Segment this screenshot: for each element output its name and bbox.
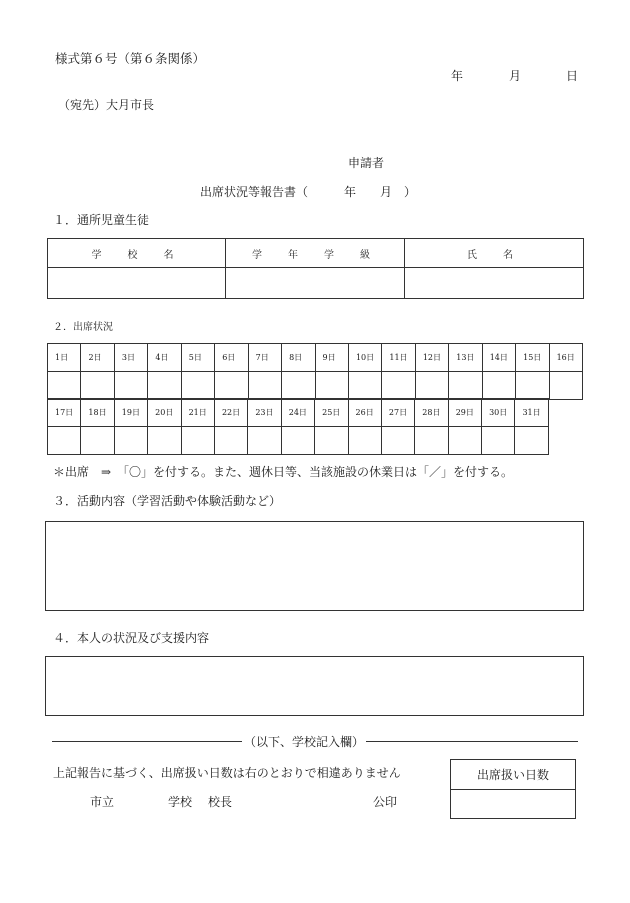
attendance-mark-cell[interactable]: [382, 372, 415, 400]
day-label: 10日: [348, 344, 381, 372]
attendance-days-box: [450, 759, 576, 819]
attendance-mark-cell[interactable]: [315, 372, 348, 400]
day-label: 13日: [449, 344, 482, 372]
section2-heading: ２．出席状況: [53, 322, 113, 333]
date-year-label: 年: [451, 69, 464, 83]
day-label: 8日: [282, 344, 315, 372]
attendance-mark-cell[interactable]: [248, 427, 281, 455]
school-name-cell[interactable]: [48, 268, 226, 299]
attendance-mark-cell[interactable]: [181, 427, 214, 455]
day-label: 17日: [48, 399, 81, 427]
document-title: 出席状況等報告書（ 年 月 ）: [200, 185, 417, 199]
attendance-mark-cell[interactable]: [282, 372, 315, 400]
attendance-mark-cell[interactable]: [516, 372, 549, 400]
attendance-mark-cell[interactable]: [248, 372, 281, 400]
attendance-mark-cell[interactable]: [448, 427, 481, 455]
attendance-mark-cell[interactable]: [482, 372, 515, 400]
city-label: 市立: [90, 795, 115, 809]
attendance-mark-cell[interactable]: [348, 372, 381, 400]
day-label: 30日: [482, 399, 515, 427]
addressee: （宛先）大月市長: [58, 98, 155, 112]
attendance-mark-cell[interactable]: [549, 372, 582, 400]
attendance-mark-cell[interactable]: [482, 427, 515, 455]
divider-line-right: [366, 741, 578, 742]
attendance-mark-cell[interactable]: [81, 427, 114, 455]
day-label: 6日: [215, 344, 248, 372]
divider-line-left: [52, 741, 242, 742]
official-seal-label: 公印: [373, 795, 398, 809]
grade-class-cell[interactable]: [226, 268, 405, 299]
day-label: 18日: [81, 399, 114, 427]
attendance-mark-cell[interactable]: [48, 427, 81, 455]
day-label: 29日: [448, 399, 481, 427]
attendance-table-1: [47, 343, 583, 400]
section4-heading: ４．本人の状況及び支援内容: [53, 631, 210, 645]
day-label: 12日: [415, 344, 448, 372]
attendance-mark-cell[interactable]: [114, 427, 147, 455]
day-label: 19日: [114, 399, 147, 427]
day-label: 4日: [148, 344, 181, 372]
school-statement: 上記報告に基づく、出席扱い日数は右のとおりで相違ありません: [53, 766, 401, 780]
section1-heading: １．通所児童生徒: [53, 213, 150, 227]
support-content-box[interactable]: [45, 656, 584, 716]
day-label: 16日: [549, 344, 582, 372]
attendance-mark-cell[interactable]: [381, 427, 414, 455]
attendance-days-value[interactable]: [451, 790, 576, 819]
day-label: 25日: [315, 399, 348, 427]
student-name-header: 氏 名: [405, 239, 584, 268]
attendance-mark-cell[interactable]: [81, 372, 114, 400]
attendance-days-label: 出席扱い日数: [451, 760, 576, 790]
day-label: 20日: [148, 399, 181, 427]
day-label: 7日: [248, 344, 281, 372]
day-label: 31日: [515, 399, 549, 427]
day-label: 22日: [214, 399, 247, 427]
day-label: 3日: [114, 344, 147, 372]
day-label: 28日: [415, 399, 448, 427]
attendance-mark-cell[interactable]: [181, 372, 214, 400]
attendance-mark-cell[interactable]: [415, 427, 448, 455]
section3-heading: ３．活動内容（学習活動や体験活動など）: [53, 494, 282, 508]
attendance-mark-cell[interactable]: [214, 427, 247, 455]
date-month-label: 月: [509, 69, 522, 83]
date-day-label: 日: [566, 69, 579, 83]
applicant-label: 申請者: [348, 156, 385, 170]
school-label: 学校: [168, 795, 193, 809]
grade-class-header: 学 年 学 級: [226, 239, 405, 268]
attendance-note: ＊出席 ⇒ 「〇」を付する。また、週休日等、当該施設の休業日は「／」を付する。: [53, 465, 514, 479]
form-number: 様式第６号（第６条関係）: [55, 51, 206, 66]
day-label: 26日: [348, 399, 381, 427]
attendance-mark-cell[interactable]: [148, 427, 181, 455]
day-label: 21日: [181, 399, 214, 427]
attendance-mark-cell[interactable]: [48, 372, 81, 400]
day-label: 15日: [516, 344, 549, 372]
student-info-table: [47, 238, 584, 299]
attendance-mark-cell[interactable]: [449, 372, 482, 400]
activity-content-box[interactable]: [45, 521, 584, 611]
attendance-table-2: [47, 398, 549, 455]
attendance-mark-cell[interactable]: [348, 427, 381, 455]
attendance-mark-cell[interactable]: [415, 372, 448, 400]
attendance-mark-cell[interactable]: [315, 427, 348, 455]
attendance-mark-cell[interactable]: [281, 427, 314, 455]
school-name-header: 学 校 名: [48, 239, 226, 268]
day-label: 24日: [281, 399, 314, 427]
day-label: 23日: [248, 399, 281, 427]
day-label: 2日: [81, 344, 114, 372]
day-label: 14日: [482, 344, 515, 372]
attendance-mark-cell[interactable]: [114, 372, 147, 400]
attendance-mark-cell[interactable]: [148, 372, 181, 400]
attendance-mark-cell[interactable]: [515, 427, 549, 455]
principal-label: 校長: [208, 795, 233, 809]
day-label: 1日: [48, 344, 81, 372]
day-label: 27日: [381, 399, 414, 427]
day-label: 5日: [181, 344, 214, 372]
day-label: 11日: [382, 344, 415, 372]
day-label: 9日: [315, 344, 348, 372]
school-section-label: （以下、学校記入欄）: [244, 735, 365, 749]
attendance-mark-cell[interactable]: [215, 372, 248, 400]
student-name-cell[interactable]: [405, 268, 584, 299]
